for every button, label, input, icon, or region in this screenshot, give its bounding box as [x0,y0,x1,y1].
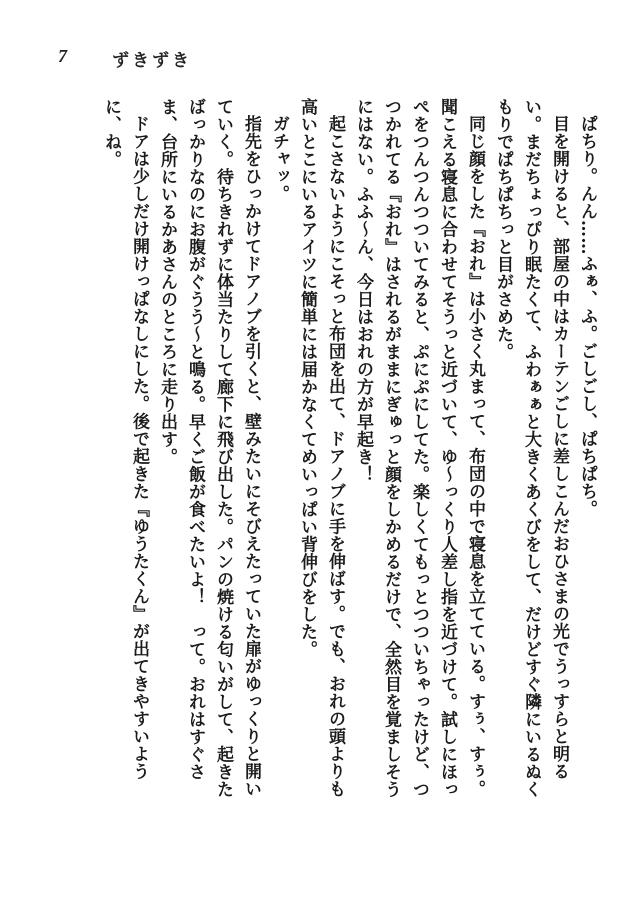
paragraph: 目を開けると、部屋の中はカーテンごしに差しこんだおひさまの光でうっすらと明るい。まだちょっぴり眠たくて、ふわぁぁと大きくあくびをして、だけどすぐ隣にいるぬくもりでぱちぱちっと目がさめた。 [493,98,569,798]
paragraph: ガチャッ。 [269,115,289,203]
page-number: 7 [58,46,67,66]
paragraph: ドアは少しだけ開けっぱなしにした。後で起きた『ゆうたくん』が出てきやすいように、ね。 [101,98,149,780]
paragraph: 同じ顔をした『おれ』は小さく丸まって、布団の中で寝息を立てている。すぅ、すぅ。聞こえる寝息に合わせてそうっと近づいて、ゆ〜っくり人差し指を近づけて。試しにほっぺをつんつんつついてみると、ぷにぷにしてた。楽しくてもっとつついちゃったけど、つつかれてる『おれ』はされるがままにぎゅっと顔をしかめるだけで、全然目を覚ましそうにはない。ふふ〜ん、今日はおれの方が早起き！ [353,98,485,798]
paragraph: 指先をひっかけてドアノブを引くと、壁みたいにそびえたっていた扉がゆっくりと開いていく。待ちきれずに体当たりして廊下に飛び出した。パンの焼ける匂いがして、起きたばっかりなのにお腹がぐうう〜と鳴る。早くご飯が食べたいよ！ って。おれはすぐさま、台所にいるかあさんのところに走り出す。 [157,98,261,798]
running-title: ずきずき [112,51,192,71]
body-text [46,98,601,813]
paragraph: ぱちり。んん……ふぁ、ふ。ごしごし、ぱちぱち。 [577,115,597,518]
paragraph: 起こさないようにこそっと布団を出て、ドアノブに手を伸ばす。でも、おれの頭よりも高いとこにいるアイツに簡単には届かなくてめいっぱい背伸びをした。 [297,98,345,798]
